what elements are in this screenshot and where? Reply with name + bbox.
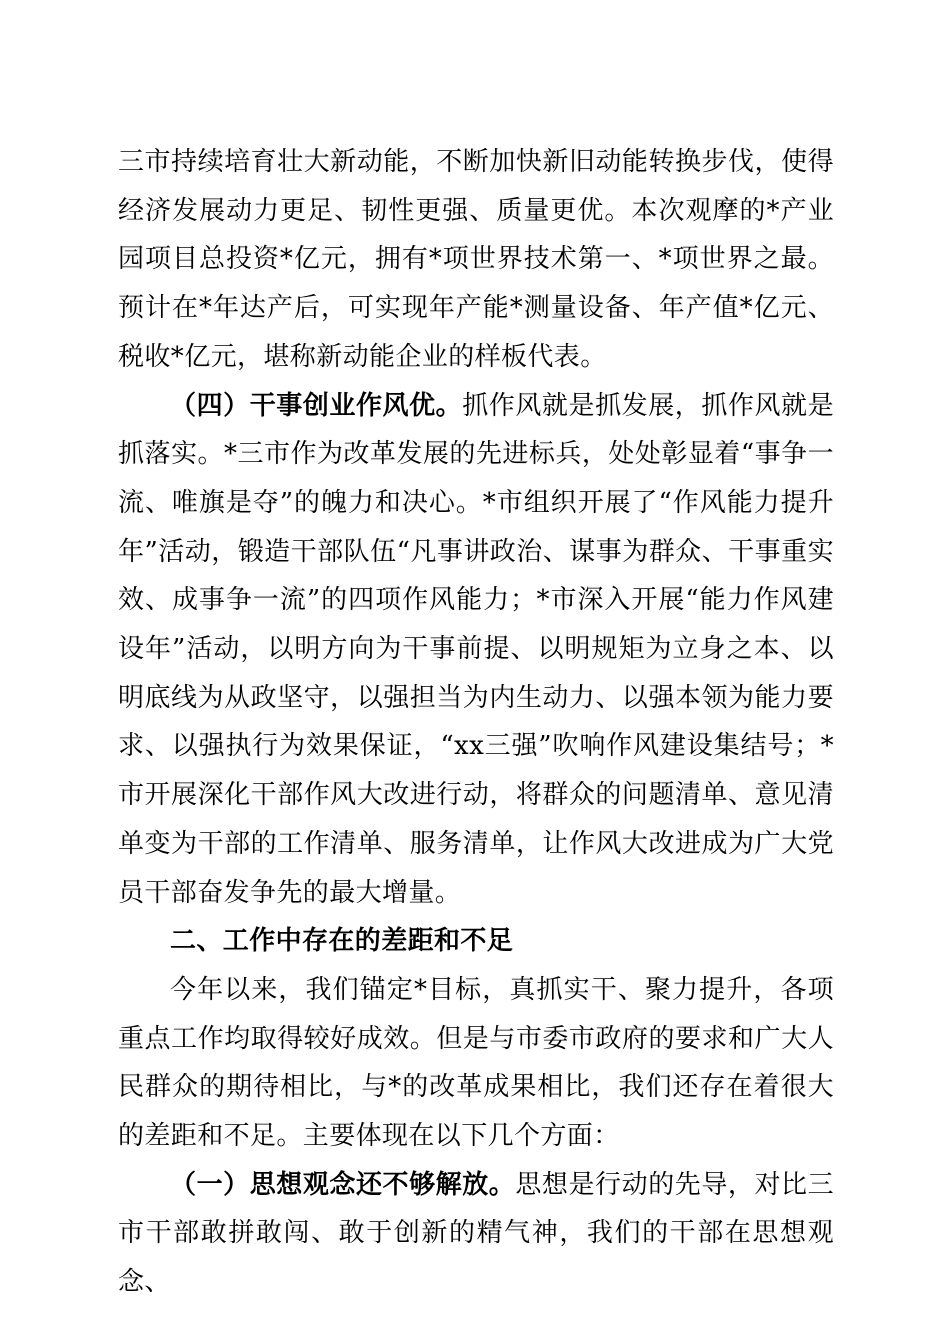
paragraph-4-lead: （一）思想观念还不够解放。 xyxy=(170,1169,516,1200)
paragraph-1: 三市持续培育壮大新动能，不断加快新旧动能转换步伐，使得经济发展动力更足、韧性更强、质量更优。本次观摩的*产业园项目总投资*亿元，拥有*项世界技术第一、*项世界之最。预计在*年达产后，可实现年产能*测量设备、年产值*亿元、税收*亿元，堪称新动能企业的样板代表。 xyxy=(118,147,834,372)
paragraph-2-body: 抓作风就是抓发展，抓作风就是抓落实。*三市作为改革发展的先进标兵，处处彰显着“事争一流、唯旗是夺”的魄力和决心。*市组织开展了“作风能力提升年”活动，锻造干部队伍“凡事讲政治、谋事为群众、干事重实效、成事争一流”的四项作风能力；*市深入开展“能力作风建设年”活动，以明方向为干事前提、以明规矩为立身之本、以明底线为从政坚守，以强担当为内生动力、以强本领为能力要求、以强执行为效果保证，“xx三强”吹响作风建设集结号；*市开展深化干部作风大改进行动，将群众的问题清单、意见清单变为干部的工作清单、服务清单，让作风大改进成为广大党员干部奋发争先的最大增量。 xyxy=(118,390,834,908)
paragraph-4 xyxy=(118,1161,834,1307)
section-heading: 二、工作中存在的差距和不足 xyxy=(170,926,514,957)
paragraph-4-body: 思想是行动的先导，对比三市干部敢拼敢闯、敢于创新的精气神，我们的干部在思想观念、 xyxy=(118,1169,834,1298)
document-body xyxy=(118,138,834,1307)
paragraph-2 xyxy=(118,382,834,918)
paragraph-3: 今年以来，我们锚定*目标，真抓实干、聚力提升，各项重点工作均取得较好成效。但是与市委市政府的要求和广大人民群众的期待相比，与*的改革成果相比，我们还存在着很大的差距和不足。主要体现在以下几个方面： xyxy=(118,974,834,1152)
paragraph-2-lead: （四）干事创业作风优。 xyxy=(170,390,463,421)
